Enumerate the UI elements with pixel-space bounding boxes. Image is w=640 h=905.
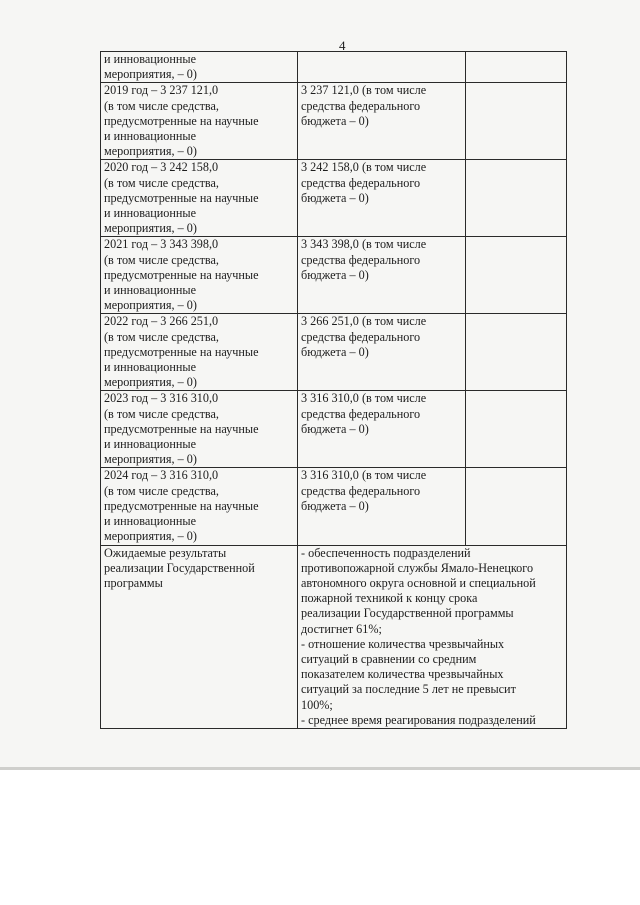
results-label-cell: Ожидаемые результаты реализации Государственной программы <box>101 545 298 728</box>
budget-cell: 3 266 251,0 (в том числе средства федерального бюджета – 0) <box>298 314 466 391</box>
empty-cell <box>466 468 567 545</box>
budget-cell: 3 343 398,0 (в том числе средства федерального бюджета – 0) <box>298 237 466 314</box>
empty-cell <box>466 391 567 468</box>
year-funding-cell: 2022 год – 3 266 251,0 (в том числе средства, предусмотренные на научные и инновационные мероприятия, – 0) <box>101 314 298 391</box>
empty-cell <box>466 160 567 237</box>
table-row <box>101 160 567 237</box>
table-row <box>101 391 567 468</box>
year-funding-cell: 2020 год – 3 242 158,0 (в том числе средства, предусмотренные на научные и инновационные мероприятия, – 0) <box>101 160 298 237</box>
results-row <box>101 545 567 728</box>
table-row <box>101 83 567 160</box>
budget-cell: 3 237 121,0 (в том числе средства федерального бюджета – 0) <box>298 83 466 160</box>
table-row <box>101 468 567 545</box>
table-row <box>101 52 567 83</box>
page-number: 4 <box>339 38 346 53</box>
empty-cell <box>466 314 567 391</box>
table-row <box>101 314 567 391</box>
empty-cell <box>466 52 567 83</box>
funding-table <box>100 51 567 729</box>
year-funding-cell: 2021 год – 3 343 398,0 (в том числе средства, предусмотренные на научные и инновационные мероприятия, – 0) <box>101 237 298 314</box>
year-funding-cell: 2024 год – 3 316 310,0 (в том числе средства, предусмотренные на научные и инновационные мероприятия, – 0) <box>101 468 298 545</box>
year-funding-cell: 2019 год – 3 237 121,0 (в том числе средства, предусмотренные на научные и инновационные мероприятия, – 0) <box>101 83 298 160</box>
budget-cell: 3 316 310,0 (в том числе средства федерального бюджета – 0) <box>298 468 466 545</box>
results-text-cell: - обеспеченность подразделений противопожарной службы Ямало-Ненецкого автономного округа основной и специальной пожарной техникой к концу срока реализации Государственной программы достигнет 61%; - отношение количества чрезвычайных ситуаций в сравнении со средним показателем количества чрезвычайных ситуаций за последние 5 лет не превысит 100%; - среднее время реагирования подразделений <box>298 545 567 728</box>
year-funding-cell: 2023 год – 3 316 310,0 (в том числе средства, предусмотренные на научные и инновационные мероприятия, – 0) <box>101 391 298 468</box>
empty-cell <box>466 237 567 314</box>
budget-cell: 3 316 310,0 (в том числе средства федерального бюджета – 0) <box>298 391 466 468</box>
year-funding-cell: и инновационные мероприятия, – 0) <box>101 52 298 83</box>
budget-cell: 3 242 158,0 (в том числе средства федерального бюджета – 0) <box>298 160 466 237</box>
table-row <box>101 237 567 314</box>
budget-cell <box>298 52 466 83</box>
page-edge <box>0 767 640 770</box>
empty-cell <box>466 83 567 160</box>
